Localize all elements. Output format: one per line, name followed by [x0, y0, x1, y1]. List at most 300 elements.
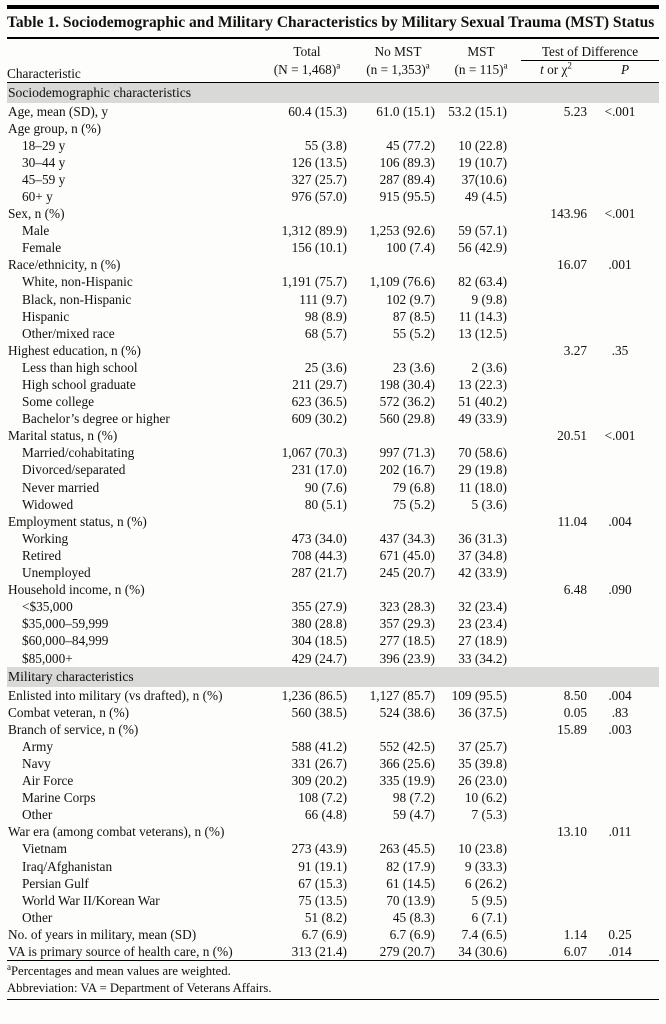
- cell-p: [591, 892, 659, 909]
- table-row: [7, 755, 659, 772]
- cell-total: 331 (26.7): [291, 755, 347, 771]
- cell-p: .001: [608, 257, 632, 273]
- cell-p: <.001: [604, 103, 636, 119]
- cell-p: [591, 806, 659, 823]
- cell-characteristic: Navy: [22, 755, 51, 771]
- cell-total: 98 (8.9): [304, 308, 347, 324]
- cell-no-mst: 82 (17.9): [386, 858, 435, 874]
- cell-stat: [521, 650, 591, 667]
- section-label: Sociodemographic characteristics: [7, 82, 659, 103]
- table-row: [7, 840, 659, 857]
- cell-mst: 23 (23.4): [458, 616, 507, 632]
- cell-characteristic: Race/ethnicity, n (%): [8, 257, 121, 273]
- cell-mst: [441, 581, 521, 598]
- cell-stat: [521, 171, 591, 188]
- cell-no-mst: [355, 342, 441, 359]
- cell-total: 304 (18.5): [291, 633, 347, 649]
- cell-characteristic: Widowed: [22, 496, 74, 512]
- cell-mst: [441, 342, 521, 359]
- cell-mst: [441, 427, 521, 444]
- col-subheader-total-n: [259, 60, 355, 82]
- cell-no-mst: 45 (8.3): [392, 909, 435, 925]
- col-header-no-mst: No MST: [374, 44, 422, 59]
- cell-p: [591, 273, 659, 290]
- cell-no-mst: 55 (5.2): [392, 325, 435, 341]
- table-row: [7, 410, 659, 427]
- cell-stat: [521, 840, 591, 857]
- cell-total: 111 (9.7): [299, 291, 347, 307]
- table-row: [7, 393, 659, 410]
- p-symbol: P: [620, 61, 630, 77]
- cell-stat: [521, 755, 591, 772]
- cell-mst: 51 (40.2): [458, 394, 507, 410]
- table-row: [7, 342, 659, 359]
- cell-p: [591, 137, 659, 154]
- table-row: [7, 823, 659, 840]
- cell-mst: 49 (4.5): [464, 188, 507, 204]
- table-row: [7, 909, 659, 926]
- cell-stat: 8.50: [563, 687, 587, 703]
- cell-p: .090: [608, 582, 632, 598]
- cell-stat: 11.04: [557, 513, 587, 529]
- cell-mst: 37 (25.7): [458, 738, 507, 754]
- table-row: [7, 581, 659, 598]
- cell-mst: 19 (10.7): [458, 154, 507, 170]
- cell-total: 313 (21.4): [291, 944, 347, 959]
- cell-total: 55 (3.8): [304, 137, 347, 153]
- table-row: [7, 427, 659, 444]
- cell-characteristic: 30–44 y: [22, 154, 66, 170]
- cell-total: 429 (24.7): [291, 650, 347, 666]
- cell-stat: [521, 325, 591, 342]
- table-row: [7, 273, 659, 290]
- cell-total: 560 (38.5): [291, 704, 347, 720]
- col-header-test-of-difference: Test of Difference: [521, 39, 659, 61]
- t-symbol: t: [540, 61, 544, 77]
- cell-no-mst: 61 (14.5): [386, 875, 435, 891]
- cell-characteristic: Age, mean (SD), y: [8, 103, 109, 119]
- cell-stat: 1.14: [563, 926, 587, 942]
- table-row: [7, 291, 659, 308]
- cell-mst: 6 (26.2): [464, 875, 507, 891]
- cell-mst: [441, 721, 521, 738]
- cell-p: [591, 840, 659, 857]
- cell-mst: 70 (58.6): [458, 445, 507, 461]
- cell-mst: [441, 120, 521, 137]
- col-subheader-mst-n: [441, 60, 521, 82]
- cell-no-mst: 87 (8.5): [392, 308, 435, 324]
- cell-stat: 6.48: [563, 582, 587, 598]
- cell-stat: [521, 875, 591, 892]
- cell-mst: 37 (34.8): [458, 547, 507, 563]
- table-row: [7, 738, 659, 755]
- cell-no-mst: 335 (19.9): [379, 773, 435, 789]
- cell-no-mst: 396 (23.9): [379, 650, 435, 666]
- cell-total: 66 (4.8): [304, 807, 347, 823]
- top-rule: [7, 5, 659, 9]
- cell-characteristic: Branch of service, n (%): [8, 721, 139, 737]
- cell-mst: 7.4 (6.5): [461, 926, 507, 942]
- cell-total: 327 (25.7): [291, 171, 347, 187]
- table-1: [7, 39, 659, 961]
- cell-total: 211 (29.7): [292, 377, 347, 392]
- cell-no-mst: 287 (89.4): [379, 171, 435, 187]
- cell-characteristic: Marine Corps: [22, 790, 96, 806]
- cell-no-mst: 70 (13.9): [386, 892, 435, 908]
- cell-stat: 6.07: [563, 944, 587, 959]
- table-row: [7, 875, 659, 892]
- cell-p: .35: [611, 342, 629, 358]
- cell-stat: 143.96: [550, 206, 587, 222]
- cell-total: 60.4 (15.3): [288, 103, 347, 119]
- cell-p: [591, 410, 659, 427]
- footnote-marker-a: a: [7, 961, 11, 972]
- table-row: [7, 687, 659, 704]
- cell-mst: 56 (42.9): [458, 240, 507, 256]
- table-header: [7, 39, 659, 83]
- cell-no-mst: 323 (28.3): [379, 599, 435, 615]
- cell-stat: [521, 530, 591, 547]
- table-row: [7, 721, 659, 738]
- cell-p: [591, 909, 659, 926]
- cell-total: 588 (41.2): [291, 738, 347, 754]
- cell-stat: 20.51: [557, 428, 587, 444]
- cell-p: .003: [608, 721, 632, 737]
- cell-p: [591, 632, 659, 649]
- table-row: [7, 479, 659, 496]
- table-row: [7, 806, 659, 823]
- cell-stat: [521, 598, 591, 615]
- section-row: [7, 82, 659, 103]
- cell-total: [259, 721, 355, 738]
- cell-mst: [441, 513, 521, 530]
- cell-p: [591, 772, 659, 789]
- cell-mst: 35 (39.8): [458, 755, 507, 771]
- cell-stat: [521, 376, 591, 393]
- cell-characteristic: <$35,000: [22, 599, 73, 615]
- cell-characteristic: Less than high school: [22, 359, 138, 375]
- cell-characteristic: 18–29 y: [22, 137, 66, 153]
- cell-no-mst: [355, 205, 441, 222]
- cell-characteristic: World War II/Korean War: [22, 892, 160, 908]
- table-row: [7, 789, 659, 806]
- cell-characteristic: 45–59 y: [22, 171, 66, 187]
- cell-total: [259, 256, 355, 273]
- cell-mst: [441, 256, 521, 273]
- cell-stat: [521, 154, 591, 171]
- cell-no-mst: [355, 256, 441, 273]
- cell-p: [591, 530, 659, 547]
- table-row: [7, 239, 659, 256]
- cell-no-mst: 277 (18.5): [379, 633, 435, 649]
- cell-characteristic: VA is primary source of health care, n (%): [8, 944, 233, 959]
- cell-stat: [521, 120, 591, 137]
- table-row: [7, 513, 659, 530]
- cell-mst: 9 (33.3): [464, 858, 507, 874]
- table-row: [7, 547, 659, 564]
- cell-characteristic: Married/cohabitating: [22, 445, 135, 461]
- cell-p: [591, 154, 659, 171]
- cell-total: 1,312 (89.9): [281, 223, 347, 239]
- cell-total: [259, 427, 355, 444]
- cell-no-mst: [355, 120, 441, 137]
- cell-no-mst: 75 (5.2): [392, 496, 435, 512]
- footnote-marker-a: a: [336, 60, 341, 71]
- cell-no-mst: 100 (7.4): [386, 240, 435, 256]
- cell-no-mst: 279 (20.7): [379, 944, 435, 959]
- cell-stat: [521, 615, 591, 632]
- cell-p: [591, 222, 659, 239]
- cell-characteristic: 60+ y: [22, 188, 53, 204]
- cell-no-mst: 245 (20.7): [379, 565, 435, 581]
- cell-total: 91 (19.1): [298, 858, 347, 874]
- cell-characteristic: Marital status, n (%): [8, 428, 118, 444]
- header-row-top: [7, 39, 659, 61]
- cell-p: [591, 496, 659, 513]
- cell-p: .004: [608, 513, 632, 529]
- cell-no-mst: [355, 513, 441, 530]
- cell-stat: 13.10: [557, 824, 587, 840]
- cell-p: [591, 393, 659, 410]
- cell-total: 25 (3.6): [304, 359, 347, 375]
- footnote-weighted-text: Percentages and mean values are weighted.: [11, 964, 231, 979]
- cell-total: 68 (5.7): [304, 325, 347, 341]
- cell-mst: 49 (33.9): [458, 411, 507, 427]
- cell-total: 75 (13.5): [298, 892, 347, 908]
- cell-characteristic: Highest education, n (%): [8, 342, 141, 358]
- cell-characteristic: White, non-Hispanic: [22, 274, 133, 290]
- cell-total: 287 (21.7): [291, 565, 347, 581]
- cell-no-mst: 98 (7.2): [392, 790, 435, 806]
- cell-stat: [521, 137, 591, 154]
- cell-characteristic: Employment status, n (%): [8, 513, 147, 529]
- table-body: [7, 82, 659, 960]
- cell-p: .004: [608, 687, 632, 703]
- table-row: [7, 704, 659, 721]
- cell-mst: 32 (23.4): [458, 599, 507, 615]
- cell-mst: 53.2 (15.1): [448, 103, 507, 119]
- cell-no-mst: 572 (36.2): [379, 394, 435, 410]
- table-row: [7, 772, 659, 789]
- cell-stat: [521, 892, 591, 909]
- cell-stat: [521, 393, 591, 410]
- cell-stat: [521, 738, 591, 755]
- table-row: [7, 496, 659, 513]
- cell-no-mst: 1,109 (76.6): [369, 274, 435, 290]
- table-row: [7, 444, 659, 461]
- cell-no-mst: [355, 427, 441, 444]
- cell-characteristic: Air Force: [22, 773, 74, 789]
- cell-characteristic: Female: [22, 240, 62, 256]
- cell-p: [591, 789, 659, 806]
- footnote-abbreviation: Abbreviation: VA = Department of Veterans Affairs.: [7, 980, 272, 995]
- cell-total: 623 (36.5): [291, 394, 347, 410]
- cell-stat: [521, 858, 591, 875]
- cell-p: [591, 547, 659, 564]
- cell-characteristic: Vietnam: [22, 841, 67, 857]
- table-row: [7, 376, 659, 393]
- cell-mst: 2 (3.6): [471, 359, 507, 375]
- cell-stat: [521, 273, 591, 290]
- cell-characteristic: Other: [22, 807, 53, 823]
- cell-no-mst: 198 (30.4): [379, 377, 435, 392]
- cell-stat: [521, 461, 591, 478]
- total-n-text: (N = 1,468): [273, 61, 337, 77]
- table-row: [7, 650, 659, 667]
- mst-n-text: (n = 115): [454, 61, 504, 77]
- cell-mst: 10 (6.2): [464, 790, 507, 806]
- cell-p: [591, 325, 659, 342]
- cell-total: 273 (43.9): [291, 841, 347, 857]
- cell-p: [591, 650, 659, 667]
- cell-mst: 109 (95.5): [451, 687, 507, 703]
- no-mst-n-text: (n = 1,353): [366, 61, 426, 77]
- cell-total: 609 (30.2): [291, 411, 347, 427]
- cell-characteristic: Working: [22, 530, 69, 546]
- cell-mst: 29 (19.8): [458, 462, 507, 478]
- cell-stat: [521, 496, 591, 513]
- cell-characteristic: Enlisted into military (vs drafted), n (%): [8, 687, 223, 703]
- cell-total: [259, 513, 355, 530]
- cell-total: 126 (13.5): [291, 154, 347, 170]
- cell-no-mst: 524 (38.6): [379, 704, 435, 720]
- cell-characteristic: Army: [22, 738, 54, 754]
- cell-mst: 82 (63.4): [458, 274, 507, 290]
- cell-total: 231 (17.0): [291, 462, 347, 478]
- cell-characteristic: Hispanic: [22, 308, 70, 324]
- col-subheader-p: [591, 60, 659, 82]
- cell-stat: [521, 410, 591, 427]
- cell-total: 1,236 (86.5): [281, 687, 347, 703]
- table-row: [7, 222, 659, 239]
- cell-total: 473 (34.0): [291, 530, 347, 546]
- table-row: [7, 188, 659, 205]
- cell-characteristic: Other: [22, 909, 53, 925]
- cell-characteristic: Iraq/Afghanistan: [22, 858, 113, 874]
- cell-total: 708 (44.3): [291, 547, 347, 563]
- cell-mst: 36 (37.5): [458, 704, 507, 720]
- cell-mst: 42 (33.9): [458, 565, 507, 581]
- table-row: [7, 359, 659, 376]
- cell-stat: 15.89: [557, 721, 587, 737]
- table-row: [7, 598, 659, 615]
- cell-p: [591, 120, 659, 137]
- cell-p: [591, 875, 659, 892]
- cell-characteristic: Other/mixed race: [22, 325, 115, 341]
- cell-total: 6.7 (6.9): [301, 926, 347, 942]
- cell-total: 156 (10.1): [291, 240, 347, 256]
- col-subheader-no-mst-n: [355, 60, 441, 82]
- cell-stat: [521, 479, 591, 496]
- cell-stat: [521, 772, 591, 789]
- cell-p: [591, 461, 659, 478]
- cell-mst: [441, 205, 521, 222]
- cell-mst: 7 (5.3): [471, 807, 507, 823]
- cell-p: [591, 598, 659, 615]
- cell-characteristic: $35,000–59,999: [22, 616, 109, 632]
- cell-mst: [441, 823, 521, 840]
- cell-total: 90 (7.6): [304, 479, 347, 495]
- cell-total: [259, 120, 355, 137]
- cell-stat: [521, 632, 591, 649]
- cell-stat: [521, 188, 591, 205]
- table-row: [7, 103, 659, 120]
- table-row: [7, 154, 659, 171]
- cell-mst: 13 (22.3): [458, 377, 507, 392]
- cell-characteristic: Never married: [22, 479, 100, 495]
- cell-p: [591, 615, 659, 632]
- cell-total: 380 (28.8): [291, 616, 347, 632]
- table-row: [7, 615, 659, 632]
- table-row: [7, 564, 659, 581]
- cell-mst: 6 (7.1): [471, 909, 507, 925]
- cell-mst: 26 (23.0): [458, 773, 507, 789]
- cell-no-mst: 552 (42.5): [379, 738, 435, 754]
- cell-no-mst: 102 (9.7): [386, 291, 435, 307]
- cell-characteristic: Bachelor’s degree or higher: [22, 411, 170, 427]
- col-header-characteristic: Characteristic: [7, 39, 259, 83]
- cell-no-mst: [355, 581, 441, 598]
- cell-total: 80 (5.1): [304, 496, 347, 512]
- cell-mst: 59 (57.1): [458, 223, 507, 239]
- cell-no-mst: 366 (25.6): [379, 755, 435, 771]
- cell-no-mst: [355, 823, 441, 840]
- cell-mst: 9 (9.8): [471, 291, 507, 307]
- cell-mst: 5 (3.6): [471, 496, 507, 512]
- table-row: [7, 308, 659, 325]
- cell-characteristic: Divorced/separated: [22, 462, 126, 478]
- cell-stat: [521, 222, 591, 239]
- cell-total: 355 (27.9): [291, 599, 347, 615]
- table-row: [7, 461, 659, 478]
- cell-no-mst: 560 (29.8): [379, 411, 435, 427]
- cell-stat: [521, 308, 591, 325]
- table-row: [7, 943, 659, 960]
- cell-p: [591, 376, 659, 393]
- cell-stat: [521, 806, 591, 823]
- cell-characteristic: Household income, n (%): [8, 582, 145, 598]
- cell-characteristic: Unemployed: [22, 565, 91, 581]
- cell-total: 67 (15.3): [298, 875, 347, 891]
- cell-stat: 16.07: [557, 257, 587, 273]
- table-row: [7, 530, 659, 547]
- cell-total: 51 (8.2): [304, 909, 347, 925]
- cell-stat: [521, 789, 591, 806]
- cell-mst: 33 (34.2): [458, 650, 507, 666]
- cell-characteristic: Age group, n (%): [8, 120, 102, 136]
- cell-no-mst: 45 (77.2): [386, 137, 435, 153]
- cell-total: [259, 581, 355, 598]
- superscript-2: 2: [567, 60, 572, 71]
- table-row: [7, 137, 659, 154]
- cell-p: [591, 239, 659, 256]
- cell-p: [591, 188, 659, 205]
- cell-p: [591, 738, 659, 755]
- cell-characteristic: No. of years in military, mean (SD): [8, 926, 197, 942]
- cell-no-mst: 59 (4.7): [392, 807, 435, 823]
- cell-p: [591, 359, 659, 376]
- cell-no-mst: [355, 721, 441, 738]
- cell-no-mst: 671 (45.0): [379, 547, 435, 563]
- footnote-marker-a: a: [503, 60, 508, 71]
- cell-total: 1,191 (75.7): [281, 274, 347, 290]
- cell-no-mst: 23 (3.6): [392, 359, 435, 375]
- cell-p: [591, 858, 659, 875]
- cell-total: [259, 823, 355, 840]
- cell-stat: [521, 444, 591, 461]
- cell-p: [591, 479, 659, 496]
- cell-no-mst: 915 (95.5): [379, 188, 435, 204]
